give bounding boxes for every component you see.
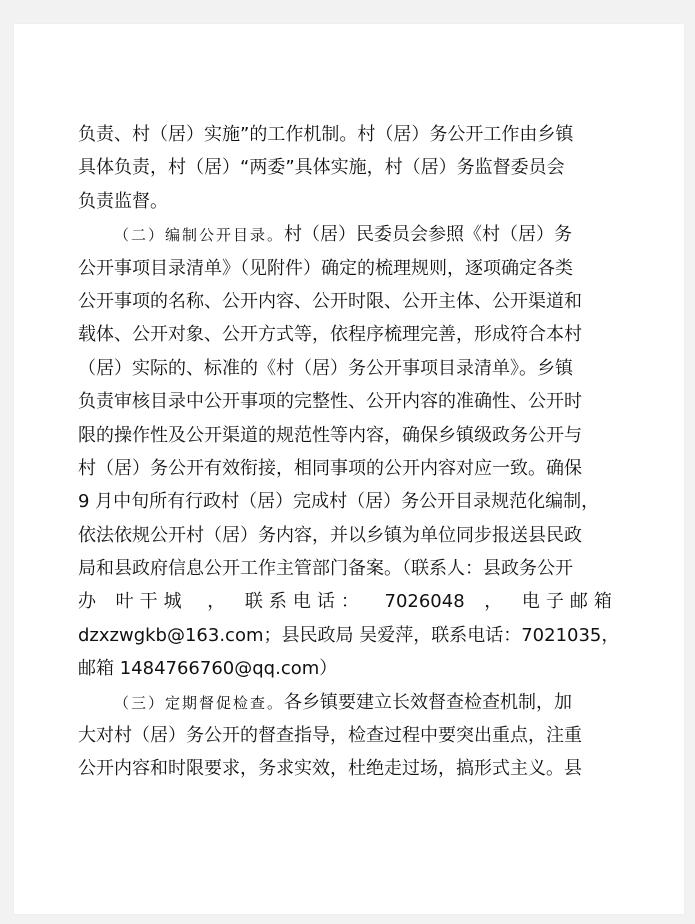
text-line: dzxzwgkb@163.com；县民政局 吴爱萍，联系电话：7021035，: [78, 624, 620, 646]
text-line: 负责监督。: [78, 190, 168, 212]
section-3-heading: （三）定期督促检查。: [114, 693, 285, 712]
section-2-heading: （二）编制公开目录。: [114, 226, 285, 245]
text-line: （居）实际的、标准的《村（居）务公开事项目录清单》。乡镇: [78, 357, 573, 379]
text-line: 限的操作性及公开渠道的规范性等内容，确保乡镇级政务公开与: [78, 424, 582, 446]
section-3-first-line: [78, 686, 618, 719]
text-line: 负责、村（居）实施”的工作机制。村（居）务公开工作由乡镇: [78, 124, 574, 145]
text-line: 村（居）务公开有效衔接，相同事项的公开内容对应一致。确保: [78, 457, 582, 479]
text-line: 负责审核目录中公开事项的完整性、公开内容的准确性、公开时: [78, 391, 582, 413]
text-line: 局和县政府信息公开工作主管部门备案。（联系人：县政务公开: [78, 558, 573, 580]
text-line: 公开内容和时限要求，务求实效，杜绝走过场，搞形式主义。县: [78, 758, 582, 780]
text-line: 9 月中旬所有行政村（居）完成村（居）务公开目录规范化编制，: [78, 491, 600, 513]
text-span: ，: [484, 591, 503, 613]
section-2-first-line: [78, 218, 618, 251]
contact-phone: 7026048: [384, 591, 465, 613]
text-span: 村（居）民委员会参照《村（居）务: [284, 224, 573, 246]
text-span: 办: [78, 591, 96, 613]
text-line: 邮箱 1484766760@qq.com）: [78, 658, 338, 680]
contact-name: 叶干城: [115, 591, 188, 613]
text-line: 公开事项目录清单》（见附件）确定的梳理规则，逐项确定各类: [78, 257, 573, 279]
text-line: 载体、公开对象、公开方式等，依程序梳理完善，形成符合本村: [78, 324, 582, 346]
text-line: 具体负责，村（居）“两委”具体实施，村（居）务监督委员会: [78, 157, 565, 179]
contact-line: [78, 585, 618, 618]
document-body: [78, 118, 618, 786]
contact-phone-label: 联系电话：: [244, 591, 365, 613]
text-span: ，: [207, 591, 226, 613]
text-line: 依法依规公开村（居）务内容，并以乡镇为单位同步报送县民政: [78, 524, 582, 546]
text-line: 公开事项的名称、公开内容、公开时限、公开主体、公开渠道和: [78, 290, 582, 312]
email-label: 电子邮箱: [521, 591, 618, 613]
text-line: 大对村（居）务公开的督查指导，检查过程中要突出重点，注重: [78, 725, 582, 747]
text-span: 各乡镇要建立长效督查检查机制，加: [284, 691, 573, 713]
